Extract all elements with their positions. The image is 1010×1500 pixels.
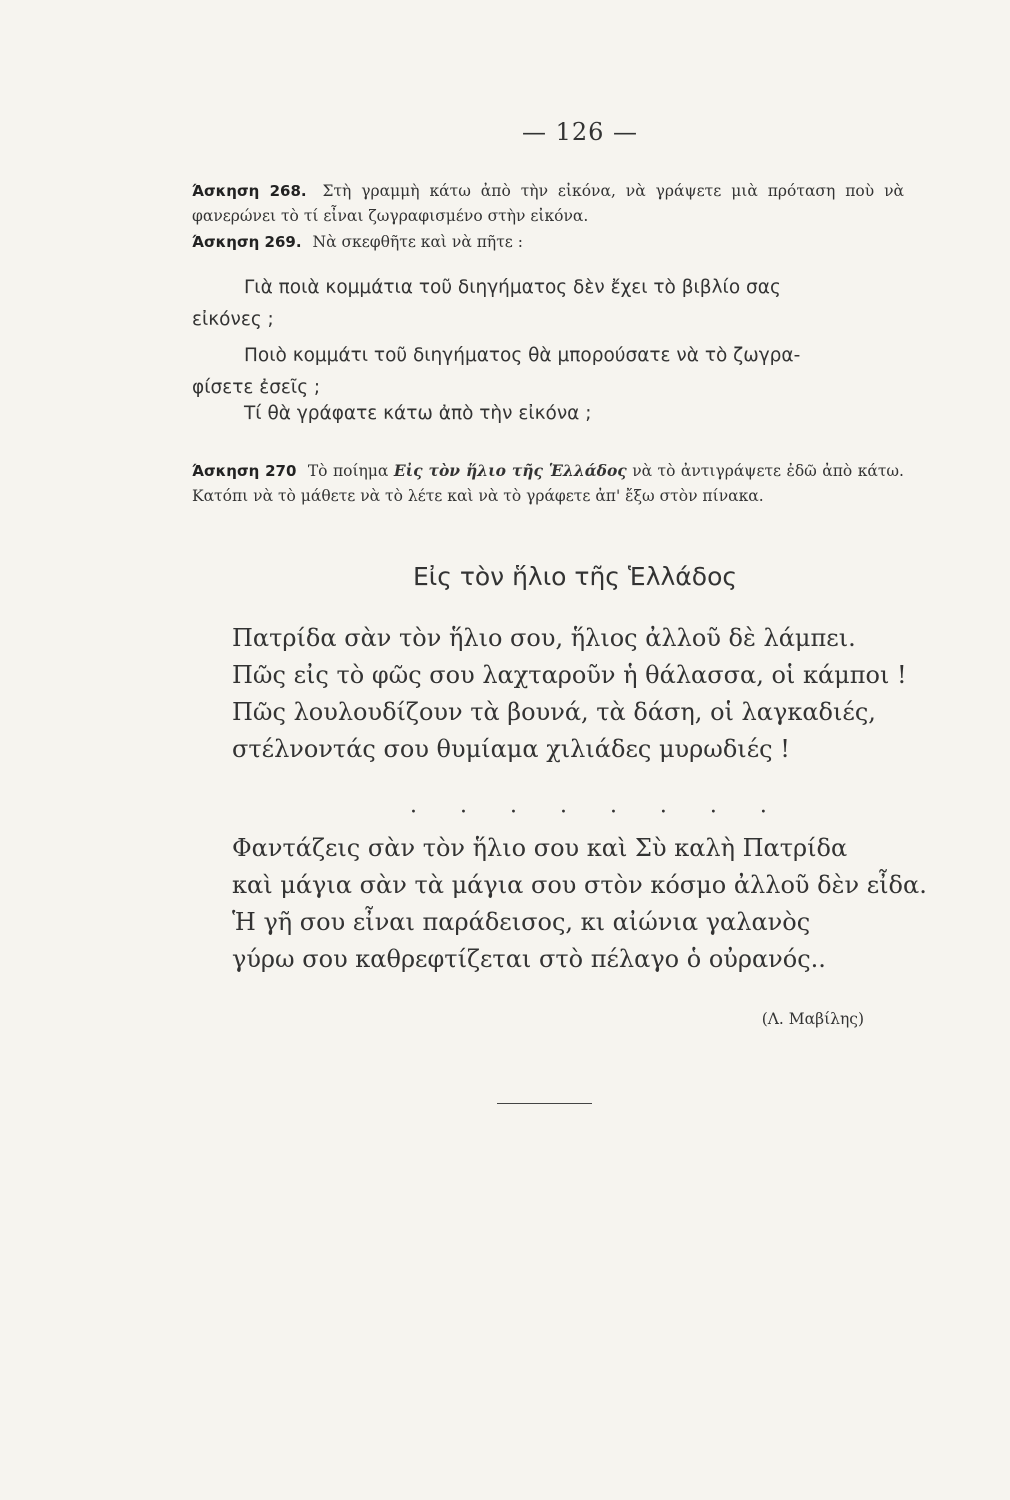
exercise-270 xyxy=(192,458,904,509)
exercise-268 xyxy=(192,179,904,229)
exercise-269 xyxy=(192,230,904,255)
poem-line: Πῶς εἰς τὸ φῶς σου λαχταροῦν ἡ θάλασσα, οἱ κάμποι ! xyxy=(232,661,907,689)
poem-line: καὶ μάγια σὰν τὰ μάγια σου στὸν κόσμο ἀλλοῦ δὲν εἶδα. xyxy=(232,871,927,899)
poem-line: γύρω σου καθρεφτίζεται στὸ πέλαγο ὁ οὐρανός.. xyxy=(232,945,826,973)
exercise-270-poem-ref: Εἰς τὸν ἥλιο τῆς Ἑλλάδος xyxy=(393,461,627,480)
poem-author: (Λ. Μαβίλης) xyxy=(761,1010,864,1028)
stanza-separator: · · · · · · · · xyxy=(410,800,785,825)
poem-line: Ἡ γῆ σου εἶναι παράδεισος, κι αἰώνια γαλανὸς xyxy=(232,908,811,936)
question-3 xyxy=(192,398,904,430)
question-1 xyxy=(192,272,904,336)
poem-line: Πῶς λουλουδίζουν τὰ βουνά, τὰ δάση, οἱ λαγκαδιές, xyxy=(232,698,876,726)
question-1-line-1: Γιὰ ποιὰ κομμάτια τοῦ διηγήματος δὲν ἔχει τὸ βιβλίο σας xyxy=(244,277,781,298)
exercise-270-text-after: νὰ τὸ ἀντιγράψετε ἐδῶ ἀπὸ κάτω. Κατόπι νὰ τὸ μάθετε νὰ τὸ λέτε καὶ νὰ τὸ γράφετε ἀπ' ἔξω στὸν πίνακα. xyxy=(192,462,904,505)
question-3-line-1: Τί θὰ γράφατε κάτω ἀπὸ τὴν εἰκόνα ; xyxy=(244,403,592,424)
exercise-269-text: Νὰ σκεφθῆτε καὶ νὰ πῆτε : xyxy=(312,233,523,251)
page-number: — 126 — xyxy=(521,118,639,146)
question-2-line-2: φίσετε ἐσεῖς ; xyxy=(192,377,321,398)
exercise-268-text: Στὴ γραμμὴ κάτω ἀπὸ τὴν εἰκόνα, νὰ γράψετε μιὰ πρόταση ποὺ νὰ φανερώνει τὸ τί εἶναι ζωγραφισμένο στὴν εἰκόνα. xyxy=(192,182,904,225)
exercise-270-text-before: Τὸ ποίημα xyxy=(307,462,389,480)
poem-stanza-1 xyxy=(232,620,952,768)
question-2-line-1: Ποιὸ κομμάτι τοῦ διηγήματος θὰ μπορούσατε νὰ τὸ ζωγρα- xyxy=(244,345,801,366)
question-1-line-2: εἰκόνες ; xyxy=(192,309,274,330)
exercise-269-label: Άσκηση 269. xyxy=(192,233,302,251)
exercise-268-label: Άσκηση 268. xyxy=(192,182,307,200)
question-2 xyxy=(192,340,904,404)
poem-stanza-2 xyxy=(232,830,952,978)
poem-title: Εἰς τὸν ἥλιο τῆς Ἑλλάδος xyxy=(412,562,738,591)
poem-line: Φαντάζεις σὰν τὸν ἥλιο σου καὶ Σὺ καλὴ Πατρίδα xyxy=(232,834,848,862)
end-rule xyxy=(497,1103,592,1104)
poem-line: στέλνοντάς σου θυμίαμα χιλιάδες μυρωδιές ! xyxy=(232,735,790,763)
exercise-270-label: Άσκηση 270 xyxy=(192,462,297,480)
poem-line: Πατρίδα σὰν τὸν ἥλιο σου, ἥλιος ἀλλοῦ δὲ λάμπει. xyxy=(232,624,856,652)
